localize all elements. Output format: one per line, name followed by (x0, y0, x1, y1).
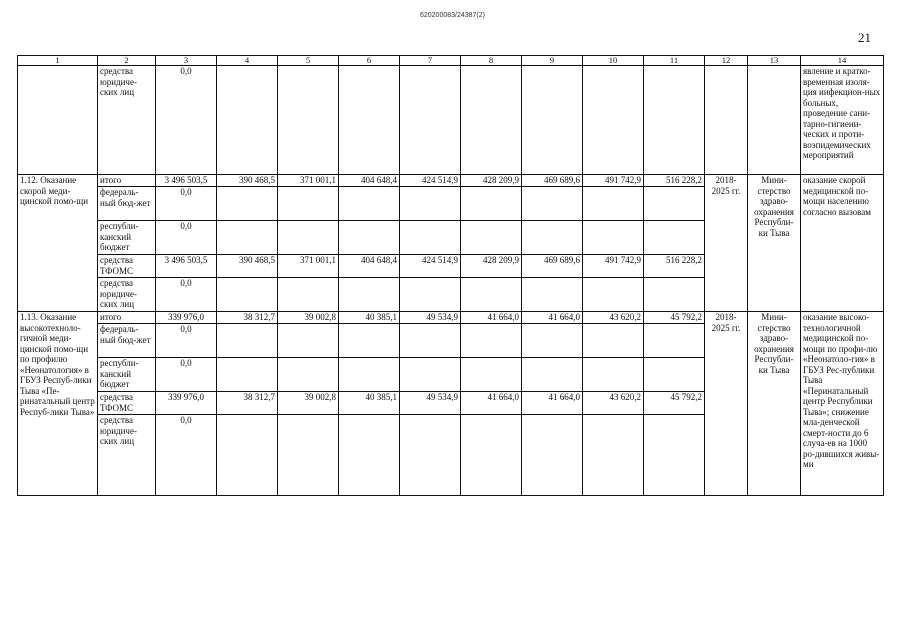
funding-source-cell: средства юридиче-ских лиц (98, 66, 156, 175)
year-value-cell (400, 187, 461, 221)
total-cell: 0,0 (156, 221, 217, 255)
year-value-cell (217, 66, 278, 175)
year-value-cell: 41 664,0 (522, 312, 583, 324)
result-cell: оказание высоко-технологичной медицинской по-мощи по профи-лю «Неонатоло-гия» в ГБУЗ Рес-публики Тыва «Перинатальный центр Республики Тыва»; снижение мла-денческой смерт-ности до 6 случа-ев на 1000 ро-дившихся живы-ми (801, 312, 884, 496)
year-value-cell: 428 209,9 (461, 175, 522, 187)
year-value-cell: 469 689,6 (522, 255, 583, 278)
budget-row (18, 175, 884, 187)
year-value-cell (522, 415, 583, 496)
year-value-cell (644, 278, 705, 312)
funding-source-cell: республи-канский бюджет (98, 358, 156, 392)
year-value-cell (339, 415, 400, 496)
column-number-cell: 11 (644, 56, 705, 66)
period-cell: 2018-2025 гг. (705, 175, 748, 312)
executor-cell (748, 66, 801, 175)
funding-source-cell: средства ТФОМС (98, 255, 156, 278)
year-value-cell (583, 278, 644, 312)
year-value-cell (217, 278, 278, 312)
year-value-cell: 469 689,6 (522, 175, 583, 187)
year-value-cell (583, 187, 644, 221)
continuation-row (18, 66, 884, 175)
year-value-cell (522, 324, 583, 358)
year-value-cell: 40 385,1 (339, 392, 400, 415)
year-value-cell (217, 358, 278, 392)
year-value-cell (583, 221, 644, 255)
year-value-cell (461, 324, 522, 358)
year-value-cell (583, 66, 644, 175)
year-value-cell (339, 66, 400, 175)
column-number-cell: 13 (748, 56, 801, 66)
funding-source-cell: республи-канский бюджет (98, 221, 156, 255)
year-value-cell (339, 187, 400, 221)
year-value-cell: 38 312,7 (217, 312, 278, 324)
year-value-cell: 424 514,9 (400, 175, 461, 187)
funding-source-cell: федераль-ный бюд-жет (98, 187, 156, 221)
year-value-cell (461, 187, 522, 221)
year-value-cell (400, 324, 461, 358)
year-value-cell (400, 415, 461, 496)
year-value-cell (461, 221, 522, 255)
total-cell: 339 976,0 (156, 392, 217, 415)
year-value-cell: 371 001,1 (278, 175, 339, 187)
column-number-cell: 12 (705, 56, 748, 66)
funding-source-cell: федераль-ный бюд-жет (98, 324, 156, 358)
funding-source-cell: средства юридиче-ских лиц (98, 415, 156, 496)
year-value-cell (644, 66, 705, 175)
year-value-cell: 390 468,5 (217, 255, 278, 278)
column-number-cell: 1 (18, 56, 98, 66)
year-value-cell: 390 468,5 (217, 175, 278, 187)
column-number-row (18, 56, 884, 66)
year-value-cell (522, 358, 583, 392)
year-value-cell (400, 221, 461, 255)
year-value-cell: 491 742,9 (583, 255, 644, 278)
column-number-cell: 9 (522, 56, 583, 66)
year-value-cell: 428 209,9 (461, 255, 522, 278)
budget-row (18, 312, 884, 324)
year-value-cell: 39 002,8 (278, 392, 339, 415)
year-value-cell (278, 278, 339, 312)
year-value-cell (278, 221, 339, 255)
column-number-cell: 8 (461, 56, 522, 66)
year-value-cell: 49 534,9 (400, 392, 461, 415)
year-value-cell: 43 620,2 (583, 392, 644, 415)
funding-source-cell: средства ТФОМС (98, 392, 156, 415)
year-value-cell (522, 278, 583, 312)
program-name-cell (18, 66, 98, 175)
column-number-cell: 7 (400, 56, 461, 66)
year-value-cell (583, 324, 644, 358)
year-value-cell: 43 620,2 (583, 312, 644, 324)
year-value-cell (339, 324, 400, 358)
column-number-cell: 14 (801, 56, 884, 66)
year-value-cell (522, 187, 583, 221)
funding-source-cell: итого (98, 175, 156, 187)
year-value-cell (522, 66, 583, 175)
total-cell: 0,0 (156, 278, 217, 312)
year-value-cell: 41 664,0 (461, 312, 522, 324)
year-value-cell (644, 221, 705, 255)
total-cell: 0,0 (156, 358, 217, 392)
column-number-cell: 3 (156, 56, 217, 66)
year-value-cell (644, 324, 705, 358)
year-value-cell (400, 278, 461, 312)
year-value-cell: 41 664,0 (461, 392, 522, 415)
year-value-cell: 371 001,1 (278, 255, 339, 278)
year-value-cell (339, 278, 400, 312)
year-value-cell (644, 415, 705, 496)
year-value-cell (339, 221, 400, 255)
year-value-cell: 516 228,2 (644, 175, 705, 187)
year-value-cell (461, 278, 522, 312)
year-value-cell: 491 742,9 (583, 175, 644, 187)
year-value-cell (644, 358, 705, 392)
year-value-cell (217, 415, 278, 496)
total-cell: 3 496 503,5 (156, 175, 217, 187)
column-number-cell: 10 (583, 56, 644, 66)
period-cell (705, 66, 748, 175)
year-value-cell (278, 358, 339, 392)
program-budget-table (17, 55, 884, 496)
total-cell: 0,0 (156, 66, 217, 175)
year-value-cell (278, 324, 339, 358)
year-value-cell (278, 187, 339, 221)
result-cell: оказание скорой медицинской по-мощи населению согласно вызовам (801, 175, 884, 312)
year-value-cell (400, 66, 461, 175)
year-value-cell (583, 415, 644, 496)
year-value-cell (278, 415, 339, 496)
document-code: 620200083/24387(2) (419, 12, 485, 19)
year-value-cell (217, 187, 278, 221)
funding-source-cell: средства юридиче-ских лиц (98, 278, 156, 312)
program-name-cell: 1.12. Оказание скорой меди-цинской помо-щи (18, 175, 98, 312)
year-value-cell (400, 358, 461, 392)
total-cell: 0,0 (156, 324, 217, 358)
year-value-cell (461, 358, 522, 392)
column-number-cell: 2 (98, 56, 156, 66)
year-value-cell: 49 534,9 (400, 312, 461, 324)
year-value-cell (461, 415, 522, 496)
program-name-cell: 1.13. Оказание высокотехноло-гичной меди-цинской помо-щи по профилю «Неонатология» в ГБУЗ Респуб-лики Тыва «Пе-ринатальный центр Респуб-лики Тыва» (18, 312, 98, 496)
year-value-cell (217, 324, 278, 358)
year-value-cell (583, 358, 644, 392)
year-value-cell: 41 664,0 (522, 392, 583, 415)
year-value-cell: 424 514,9 (400, 255, 461, 278)
year-value-cell (278, 66, 339, 175)
executor-cell: Мини-стерство здраво-охранения Республи-ки Тыва (748, 312, 801, 496)
year-value-cell (522, 221, 583, 255)
year-value-cell: 38 312,7 (217, 392, 278, 415)
year-value-cell: 45 792,2 (644, 312, 705, 324)
total-cell: 339 976,0 (156, 312, 217, 324)
total-cell: 0,0 (156, 187, 217, 221)
column-number-cell: 6 (339, 56, 400, 66)
year-value-cell: 45 792,2 (644, 392, 705, 415)
year-value-cell: 516 228,2 (644, 255, 705, 278)
year-value-cell (217, 221, 278, 255)
funding-source-cell: итого (98, 312, 156, 324)
year-value-cell: 404 648,4 (339, 255, 400, 278)
column-number-cell: 4 (217, 56, 278, 66)
year-value-cell (339, 358, 400, 392)
year-value-cell: 39 002,8 (278, 312, 339, 324)
year-value-cell: 40 385,1 (339, 312, 400, 324)
total-cell: 0,0 (156, 415, 217, 496)
page-number: 21 (858, 30, 871, 45)
total-cell: 3 496 503,5 (156, 255, 217, 278)
period-cell: 2018-2025 гг. (705, 312, 748, 496)
executor-cell: Мини-стерство здраво-охранения Республи-ки Тыва (748, 175, 801, 312)
result-cell: явление и кратко-временная изоля-ция инфекцион-ных больных, проведение сани-тарно-гигиени-ческих и проти-воэпидемических мероприятий (801, 66, 884, 175)
year-value-cell: 404 648,4 (339, 175, 400, 187)
column-number-cell: 5 (278, 56, 339, 66)
table-body (18, 56, 884, 496)
year-value-cell (644, 187, 705, 221)
year-value-cell (461, 66, 522, 175)
